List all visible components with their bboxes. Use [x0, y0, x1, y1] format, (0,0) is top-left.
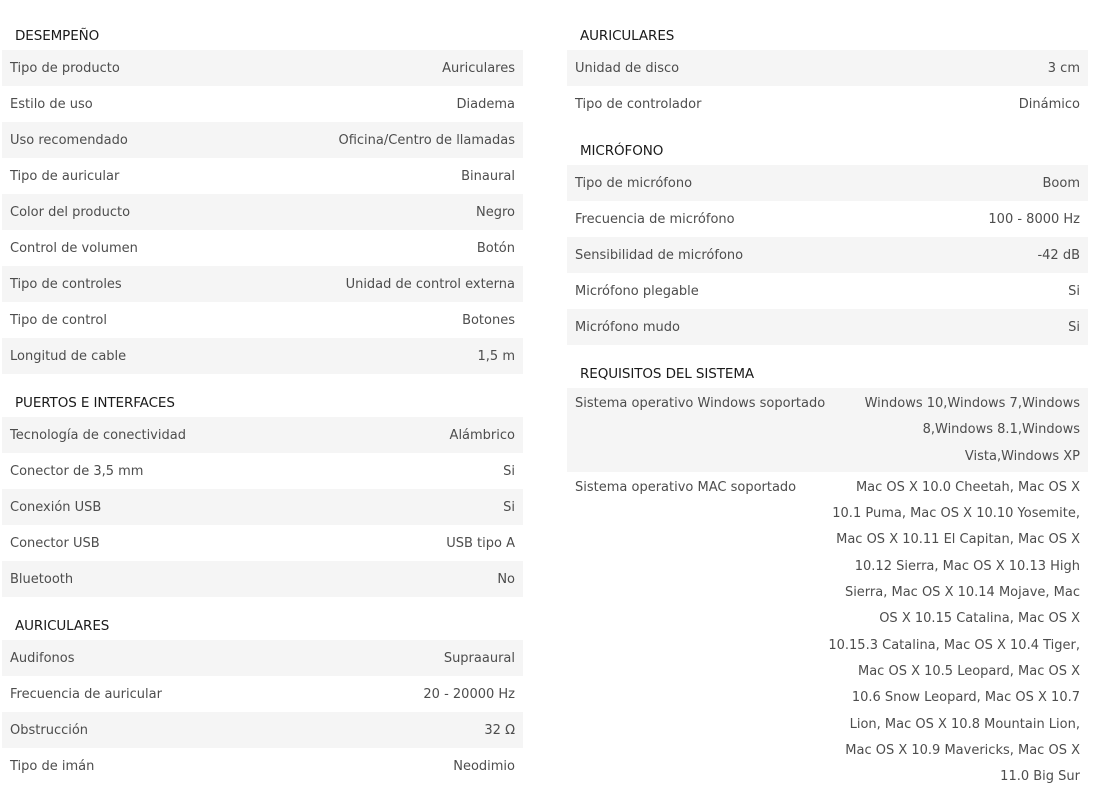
- spec-label: Micrófono plegable: [575, 283, 699, 299]
- spec-row: [567, 165, 1088, 201]
- spec-value: 32 Ω: [484, 722, 515, 738]
- spec-row: [2, 302, 523, 338]
- spec-label: Tipo de controlador: [575, 96, 702, 112]
- spec-row: [567, 273, 1088, 309]
- spec-value: Si: [1068, 283, 1080, 299]
- spec-label: Longitud de cable: [10, 348, 127, 364]
- spec-row: [2, 266, 523, 302]
- spec-label: Bluetooth: [10, 571, 74, 587]
- spec-row: [2, 748, 523, 784]
- spec-label: Tipo de producto: [10, 60, 120, 76]
- spec-label: Control de volumen: [10, 240, 138, 256]
- section-microfono: [567, 136, 1088, 345]
- spec-value: Si: [503, 463, 515, 479]
- spec-value: Oficina/Centro de llamadas: [338, 132, 515, 148]
- spec-value: Botón: [476, 240, 515, 256]
- spec-row: [2, 338, 523, 374]
- spec-label: Conector USB: [10, 535, 100, 551]
- spec-label: Estilo de uso: [10, 96, 93, 112]
- spec-label: Sistema operativo MAC soportado: [575, 479, 797, 495]
- spec-row: [2, 712, 523, 748]
- spec-value: Windows 10,Windows 7,Windows 8,Windows 8.1,Windows Vista,Windows XP: [864, 396, 1080, 464]
- spec-label: Unidad de disco: [575, 60, 680, 76]
- spec-value: 20 - 20000 Hz: [423, 686, 515, 702]
- spec-value: Neodimio: [453, 758, 515, 774]
- section-requisitos: [567, 359, 1088, 792]
- spec-label: Tipo de imán: [10, 758, 95, 774]
- spec-value: Alámbrico: [449, 427, 515, 443]
- spec-row: [2, 417, 523, 453]
- spec-label: Tecnología de conectividad: [10, 427, 186, 443]
- spec-value: 3 cm: [1047, 60, 1080, 76]
- spec-value: Negro: [476, 204, 515, 220]
- spec-value: Dinámico: [1018, 96, 1080, 112]
- spec-value: Auriculares: [442, 60, 515, 76]
- spec-label: Tipo de micrófono: [575, 175, 693, 191]
- section-title: PUERTOS E INTERFACES: [15, 395, 175, 411]
- spec-label: Obstrucción: [10, 722, 89, 738]
- spec-label: Tipo de auricular: [10, 168, 120, 184]
- section-auriculares: [2, 611, 523, 784]
- spec-row: [567, 201, 1088, 237]
- spec-row: [2, 230, 523, 266]
- spec-row: [2, 158, 523, 194]
- spec-value: Botones: [462, 312, 515, 328]
- specs-column-right: [567, 21, 1088, 792]
- section-title: REQUISITOS DEL SISTEMA: [580, 366, 754, 382]
- spec-row: [567, 237, 1088, 273]
- section-title: DESEMPEÑO: [15, 28, 100, 44]
- spec-value: Si: [1068, 319, 1080, 335]
- spec-value: No: [497, 571, 515, 587]
- spec-row: [2, 561, 523, 597]
- spec-row: [567, 472, 1088, 792]
- spec-label: Color del producto: [10, 204, 131, 220]
- spec-row: [567, 309, 1088, 345]
- spec-label: Uso recomendado: [10, 132, 128, 148]
- spec-row: [2, 122, 523, 158]
- spec-label: Tipo de controles: [10, 276, 122, 292]
- spec-row: [2, 676, 523, 712]
- spec-value: 100 - 8000 Hz: [988, 211, 1080, 227]
- section-desempeno: [2, 21, 523, 374]
- spec-label: Frecuencia de auricular: [10, 686, 162, 702]
- spec-label: Sensibilidad de micrófono: [575, 247, 744, 263]
- spec-value: 1,5 m: [477, 348, 515, 364]
- spec-value: Unidad de control externa: [345, 276, 515, 292]
- spec-value: Binaural: [461, 168, 515, 184]
- spec-value: Si: [503, 499, 515, 515]
- section-auriculares-right: [567, 21, 1088, 122]
- spec-row: [2, 489, 523, 525]
- spec-row: [2, 453, 523, 489]
- section-title: AURICULARES: [15, 618, 110, 634]
- spec-row: [2, 640, 523, 676]
- spec-label: Audifonos: [10, 650, 75, 666]
- spec-row: [2, 86, 523, 122]
- spec-label: Conexión USB: [10, 499, 102, 515]
- spec-value: Boom: [1042, 175, 1080, 191]
- spec-label: Tipo de control: [10, 312, 107, 328]
- spec-label: Micrófono mudo: [575, 319, 680, 335]
- spec-row: [2, 525, 523, 561]
- spec-value: Supraaural: [443, 650, 515, 666]
- spec-value: Diadema: [456, 96, 515, 112]
- spec-row: [567, 86, 1088, 122]
- spec-row: [2, 50, 523, 86]
- spec-label: Frecuencia de micrófono: [575, 211, 735, 227]
- spec-row: [567, 50, 1088, 86]
- spec-row: [567, 388, 1088, 472]
- spec-value: USB tipo A: [446, 535, 515, 551]
- spec-label: Sistema operativo Windows soportado: [575, 396, 826, 411]
- spec-row: [2, 194, 523, 230]
- section-puertos: [2, 388, 523, 597]
- section-title: MICRÓFONO: [580, 143, 664, 159]
- spec-value: -42 dB: [1037, 247, 1080, 263]
- spec-label: Conector de 3,5 mm: [10, 463, 144, 479]
- section-title: AURICULARES: [580, 28, 675, 44]
- spec-value: Mac OS X 10.0 Cheetah, Mac OS X 10.1 Puma, Mac OS X 10.10 Yosemite, Mac OS X 10.11 El Capitan, Mac OS X 10.12 Sierra, Mac OS X 10.13 High Sierra, Mac OS X 10.14 Mojave, Mac OS X 10.15 Catalina, Mac OS X 10.15.3 Catalina, Mac OS X 10.4 Tiger, Mac OS X 10.5 Leopard, Mac OS X 10.6 Snow Leopard, Mac OS X 10.7 Lion, Mac OS X 10.8 Mountain Lion, Mac OS X 10.9 Mavericks, Mac OS X 11.0 Big Sur: [828, 479, 1080, 785]
- specs-column-left: [2, 21, 523, 784]
